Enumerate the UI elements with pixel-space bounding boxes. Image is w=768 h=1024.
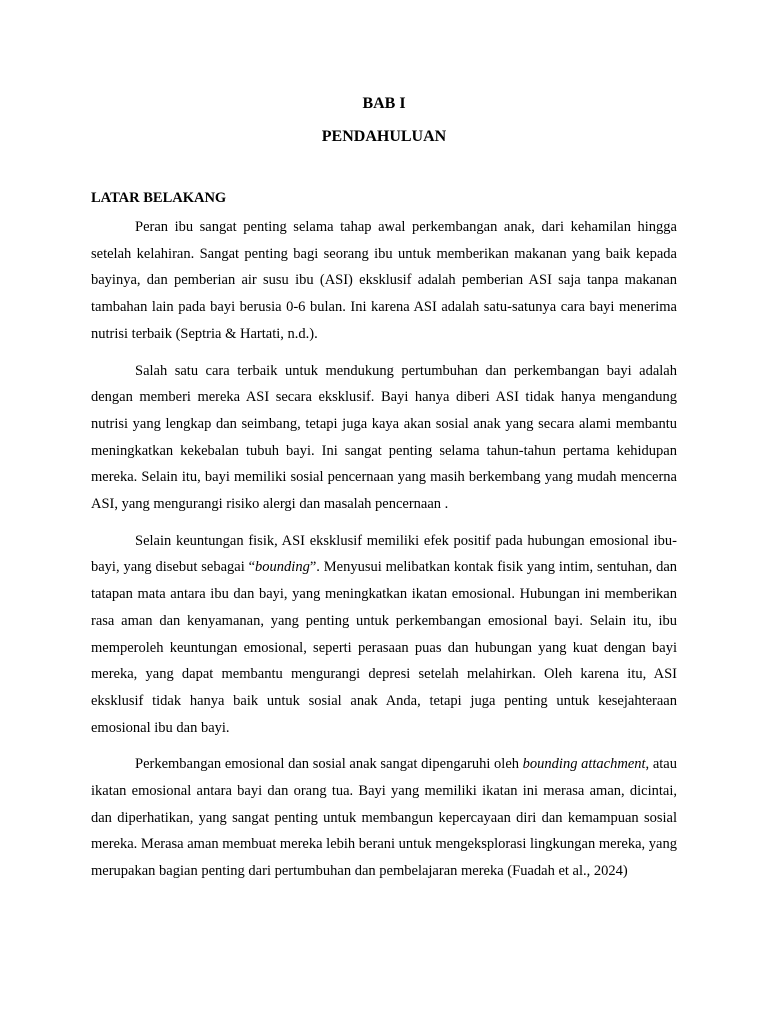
paragraph-3-italic-term: bounding — [255, 559, 310, 576]
paragraph-3-text-after: ”. Menyusui melibatkan kontak fisik yang intim, sentuhan, dan tatapan mata antara ibu dan bayi, yang meningkatkan ikatan emosional. Hubungan ini memberikan rasa aman dan kenyamanan, yang penting untuk perkembangan emosional bayi. Selain itu, ibu memperoleh keuntungan emosional, seperti perasaan puas dan hubungan yang kuat dengan bayi mereka, yang dapat membantu mengurangi depresi setelah melahirkan. Oleh karena itu, ASI eksklusif tidak hanya baik untuk sosial anak Anda, tetapi juga penting untuk kesejahteraan emosional ibu dan bayi. — [91, 559, 677, 736]
section-heading: LATAR BELAKANG — [91, 190, 227, 206]
chapter-number: BAB I — [362, 95, 406, 112]
paragraph-4-text-after: , atau ikatan emosional antara bayi dan orang tua. Bayi yang memiliki ikatan ini merasa aman, dicintai, dan diperhatikan, yang sangat penting untuk membangun kepercayaan diri dan kemampuan sosial mereka. Merasa aman membuat mereka lebih berani untuk mengeksplorasi lingkungan mereka, yang merupakan bagian penting dari pertumbuhan dan pembelajaran mereka (Fuadah et al., 2024) — [91, 756, 677, 880]
chapter-title: PENDAHULUAN — [321, 128, 447, 145]
document-page — [91, 91, 677, 885]
paragraph-2: Salah satu cara terbaik untuk mendukung pertumbuhan dan perkembangan bayi adalah dengan memberi mereka ASI secara eksklusif. Bayi hanya diberi ASI tidak hanya mengandung nutrisi yang lengkap dan seimbang, tetapi juga kaya akan sosial anak yang secara alami membantu meningkatkan kekebalan tubuh bayi. Ini sangat penting selama tahun-tahun pertama kehidupan mereka. Selain itu, bayi memiliki sosial pencernaan yang masih berkembang yang mudah mencerna ASI, yang mengurangi risiko alergi dan masalah pencernaan . — [91, 362, 677, 513]
paragraph-1: Peran ibu sangat penting selama tahap awal perkembangan anak, dari kehamilan hingga setelah kelahiran. Sangat penting bagi seorang ibu untuk memberikan makanan yang baik kepada bayinya, dan pemberian air susu ibu (ASI) eksklusif adalah pemberian ASI saja tanpa makanan tambahan lain pada bayi berusia 0-6 bulan. Ini karena ASI adalah satu-satunya cara bayi menerima nutrisi terbaik (Septria & Hartati, n.d.). — [91, 219, 677, 342]
paragraph-3 — [91, 528, 677, 742]
paragraph-4-text-before: Perkembangan emosional dan sosial anak sangat dipengaruhi oleh — [135, 756, 523, 773]
paragraph-4-italic-term: bounding attachment — [522, 756, 646, 773]
paragraph-4 — [91, 751, 677, 885]
paragraph-3-text-before: Selain keuntungan fisik, ASI eksklusif memiliki efek positif pada hubungan emosional ibu-bayi, yang disebut sebagai “ — [91, 532, 677, 576]
